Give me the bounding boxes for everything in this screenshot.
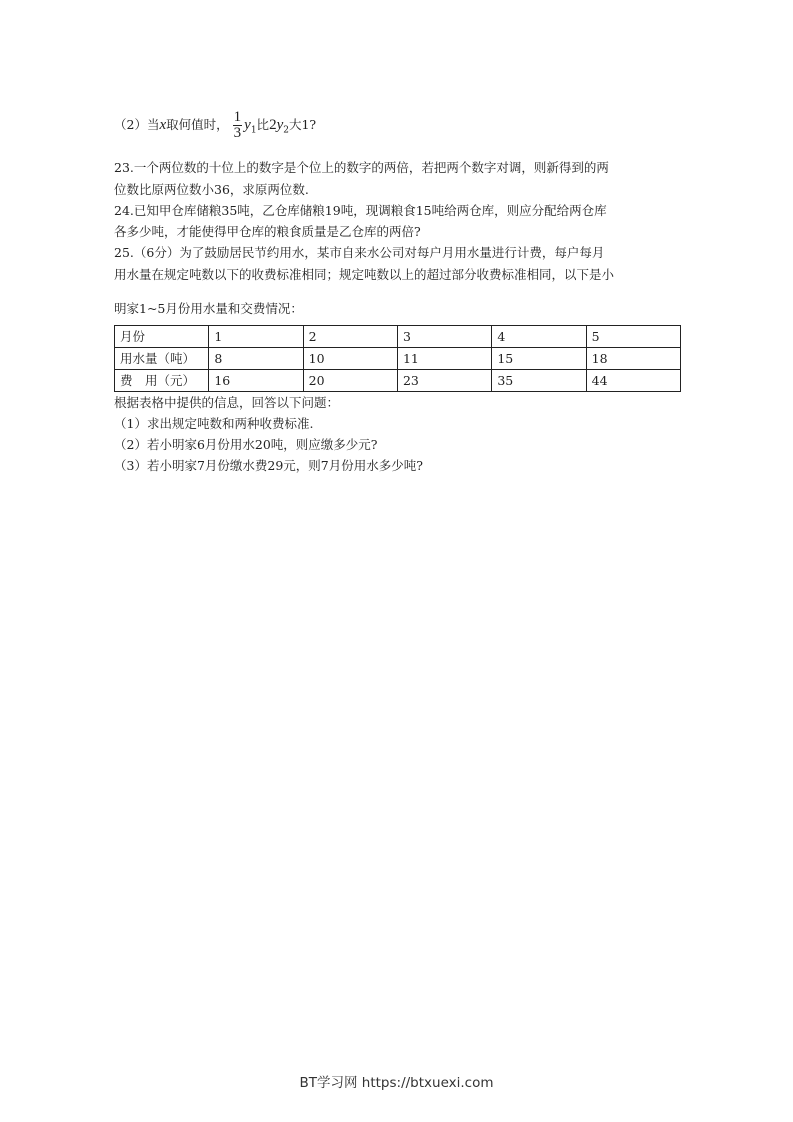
var-y2: y [276, 117, 284, 133]
table-cell: 15 [492, 348, 586, 370]
table-cell: 1 [209, 326, 303, 348]
table-row [115, 326, 681, 348]
table-cell: 2 [303, 326, 397, 348]
table-cell: 用水量（吨） [115, 348, 209, 370]
coefficient-2: 2 [269, 117, 277, 133]
q22-suffix: 大1? [288, 117, 317, 132]
table-cell: 10 [303, 348, 397, 370]
subscript-1: 1 [250, 125, 257, 136]
table-cell: 44 [586, 370, 680, 392]
q23-line1: 23.一个两位数的十位上的数字是个位上的数字的两倍，若把两个数字对调，则新得到的两 [114, 160, 609, 175]
var-y1: y [244, 117, 251, 133]
table-cell: 18 [586, 348, 680, 370]
q25-sub2: （2）若小明家6月份用水20吨，则应缴多少元? [114, 437, 378, 452]
q25-intro: 根据表格中提供的信息，回答以下问题： [114, 395, 340, 410]
table-cell: 费 用（元） [115, 370, 209, 392]
table-cell: 23 [397, 370, 491, 392]
table-cell: 8 [209, 348, 303, 370]
question-22-part-2 [114, 110, 316, 141]
table-cell: 3 [397, 326, 491, 348]
q22-mid2: 比 [256, 117, 270, 132]
fraction-denominator: 3 [233, 125, 242, 141]
q25-sub3: （3）若小明家7月份缴水费29元，则7月份用水多少吨? [114, 458, 423, 473]
subscript-2: 2 [283, 125, 289, 136]
q22-prefix: （2）当 [114, 117, 160, 132]
q22-mid1: 取何值时， [166, 117, 229, 132]
water-fee-table [114, 325, 681, 392]
table-cell: 20 [303, 370, 397, 392]
table-cell: 4 [492, 326, 586, 348]
table-cell: 11 [397, 348, 491, 370]
q24-line1: 24.已知甲仓库储粮35吨，乙仓库储粮19吨，现调粮食15吨给两仓库，则应分配给两仓库 [114, 203, 607, 218]
fraction [233, 110, 243, 141]
q24-line2: 各多少吨，才能使得甲仓库的粮食质量是乙仓库的两倍? [114, 224, 421, 239]
table-cell: 35 [492, 370, 586, 392]
table-row [115, 370, 681, 392]
q23-line2: 位数比原两位数小36，求原两位数. [114, 182, 309, 197]
q25-line1: 25.（6分）为了鼓励居民节约用水，某市自来水公司对每户月用水量进行计费，每户每月 [114, 245, 605, 260]
q25-sub1: （1）求出规定吨数和两种收费标准. [114, 416, 314, 431]
footer-watermark: BT学习网 https://btxuexi.com [299, 1075, 494, 1091]
table-cell: 5 [586, 326, 680, 348]
var-x: x [159, 117, 167, 133]
q25-line3: 明家1~5月份用水量和交费情况： [114, 301, 303, 316]
table-row [115, 348, 681, 370]
table-cell: 月份 [115, 326, 209, 348]
q25-line2: 用水量在规定吨数以下的收费标准相同；规定吨数以上的超过部分收费标准相同，以下是小 [114, 267, 615, 282]
fraction-numerator: 1 [233, 109, 242, 125]
table-cell: 16 [209, 370, 303, 392]
